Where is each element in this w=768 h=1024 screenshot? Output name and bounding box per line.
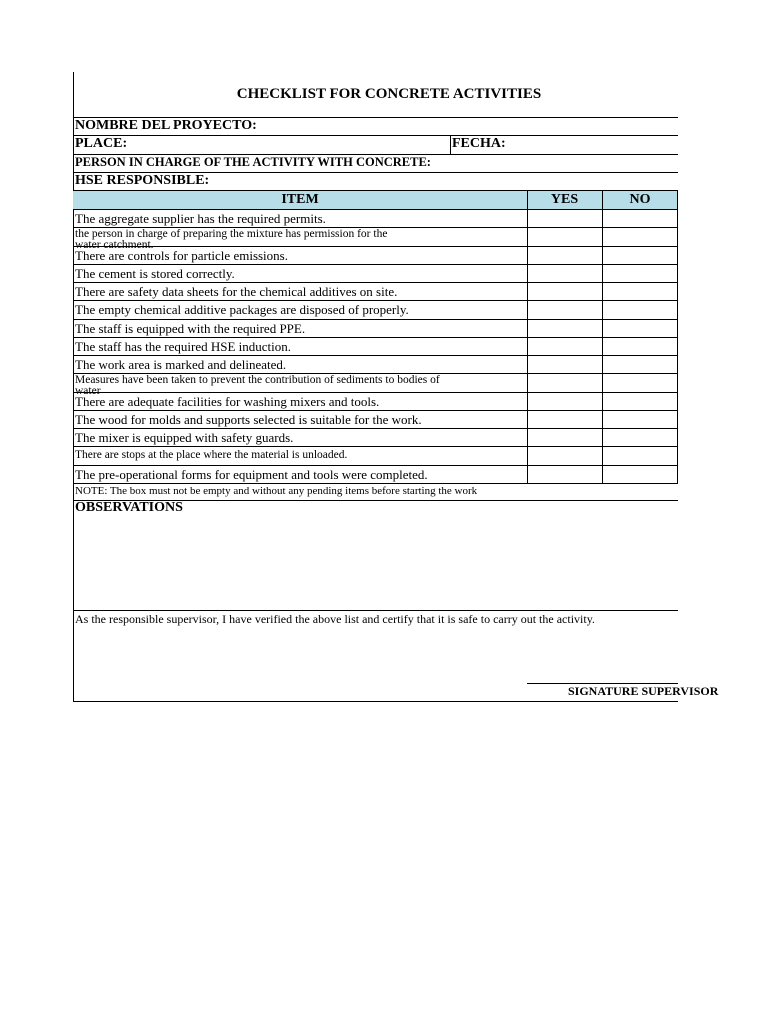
form-frame-left — [73, 72, 74, 702]
yes-checkbox-cell[interactable] — [528, 265, 601, 282]
yes-checkbox-cell[interactable] — [528, 247, 601, 264]
yes-checkbox-cell[interactable] — [528, 447, 601, 464]
row-item-text: There are adequate facilities for washing mixers and tools. — [75, 394, 380, 409]
yes-checkbox-cell[interactable] — [528, 320, 601, 337]
no-checkbox-cell[interactable] — [603, 338, 676, 355]
divider — [450, 135, 451, 154]
note-text: NOTE: The box must not be empty and without any pending items before starting the work — [75, 485, 478, 497]
page-title: CHECKLIST FOR CONCRETE ACTIVITIES — [236, 86, 542, 102]
yes-checkbox-cell[interactable] — [528, 374, 601, 391]
column-header-no: NO — [629, 192, 651, 207]
row-item-text: There are safety data sheets for the chemical additives on site. — [75, 284, 398, 299]
row-item-text: The work area is marked and delineated. — [75, 357, 287, 372]
signature-label: SIGNATURE SUPERVISOR — [568, 684, 719, 698]
column-header-item: ITEM — [281, 192, 319, 207]
row-item-text: The staff is equipped with the required PPE. — [75, 321, 306, 336]
row-item-text-continued: water — [75, 385, 101, 397]
row-item-text: The mixer is equipped with safety guards. — [75, 430, 294, 445]
observations-label: OBSERVATIONS — [75, 500, 183, 515]
no-checkbox-cell[interactable] — [603, 210, 676, 227]
no-checkbox-cell[interactable] — [603, 374, 676, 391]
column-header-yes: YES — [550, 192, 579, 207]
yes-checkbox-cell[interactable] — [528, 228, 601, 245]
row-item-text: Measures have been taken to prevent the contribution of sediments to bodies of — [75, 374, 440, 386]
yes-checkbox-cell[interactable] — [528, 338, 601, 355]
row-item-text: The pre-operational forms for equipment and tools were completed. — [75, 467, 428, 482]
no-checkbox-cell[interactable] — [603, 356, 676, 373]
row-item-text: The aggregate supplier has the required permits. — [75, 211, 326, 226]
row-item-text: There are controls for particle emissions. — [75, 248, 288, 263]
place-label: PLACE: — [75, 136, 128, 151]
row-divider — [73, 483, 678, 484]
yes-checkbox-cell[interactable] — [528, 301, 601, 318]
project-name-label: NOMBRE DEL PROYECTO: — [75, 118, 257, 133]
no-checkbox-cell[interactable] — [603, 466, 676, 483]
yes-checkbox-cell[interactable] — [528, 411, 601, 428]
yes-checkbox-cell[interactable] — [528, 283, 601, 300]
yes-checkbox-cell[interactable] — [528, 356, 601, 373]
row-item-text-continued: water catchment. — [75, 239, 154, 251]
no-checkbox-cell[interactable] — [603, 393, 676, 410]
date-label: FECHA: — [452, 136, 506, 151]
yes-checkbox-cell[interactable] — [528, 210, 601, 227]
row-item-text: The cement is stored correctly. — [75, 266, 235, 281]
no-checkbox-cell[interactable] — [603, 247, 676, 264]
divider — [73, 190, 678, 191]
no-checkbox-cell[interactable] — [603, 320, 676, 337]
no-checkbox-cell[interactable] — [603, 283, 676, 300]
no-checkbox-cell[interactable] — [603, 265, 676, 282]
row-item-text: The wood for molds and supports selected is suitable for the work. — [75, 412, 422, 427]
yes-checkbox-cell[interactable] — [528, 466, 601, 483]
no-checkbox-cell[interactable] — [603, 411, 676, 428]
hse-responsible-label: HSE RESPONSIBLE: — [75, 173, 210, 188]
row-item-text: the person in charge of preparing the mixture has permission for the — [75, 228, 388, 240]
attestation-text: As the responsible supervisor, I have verified the above list and certify that it is safe to carry out the activity. — [75, 612, 595, 626]
divider — [73, 610, 678, 611]
row-item-text: The empty chemical additive packages are disposed of properly. — [75, 302, 409, 317]
no-checkbox-cell[interactable] — [603, 301, 676, 318]
person-in-charge-label: PERSON IN CHARGE OF THE ACTIVITY WITH CONCRETE: — [75, 155, 431, 169]
yes-checkbox-cell[interactable] — [528, 429, 601, 446]
form-bottom-border — [73, 701, 678, 702]
row-item-text: There are stops at the place where the material is unloaded. — [75, 449, 348, 461]
divider — [73, 135, 678, 136]
no-checkbox-cell[interactable] — [603, 228, 676, 245]
no-checkbox-cell[interactable] — [603, 447, 676, 464]
yes-checkbox-cell[interactable] — [528, 393, 601, 410]
no-checkbox-cell[interactable] — [603, 429, 676, 446]
row-item-text: The staff has the required HSE induction. — [75, 339, 292, 354]
